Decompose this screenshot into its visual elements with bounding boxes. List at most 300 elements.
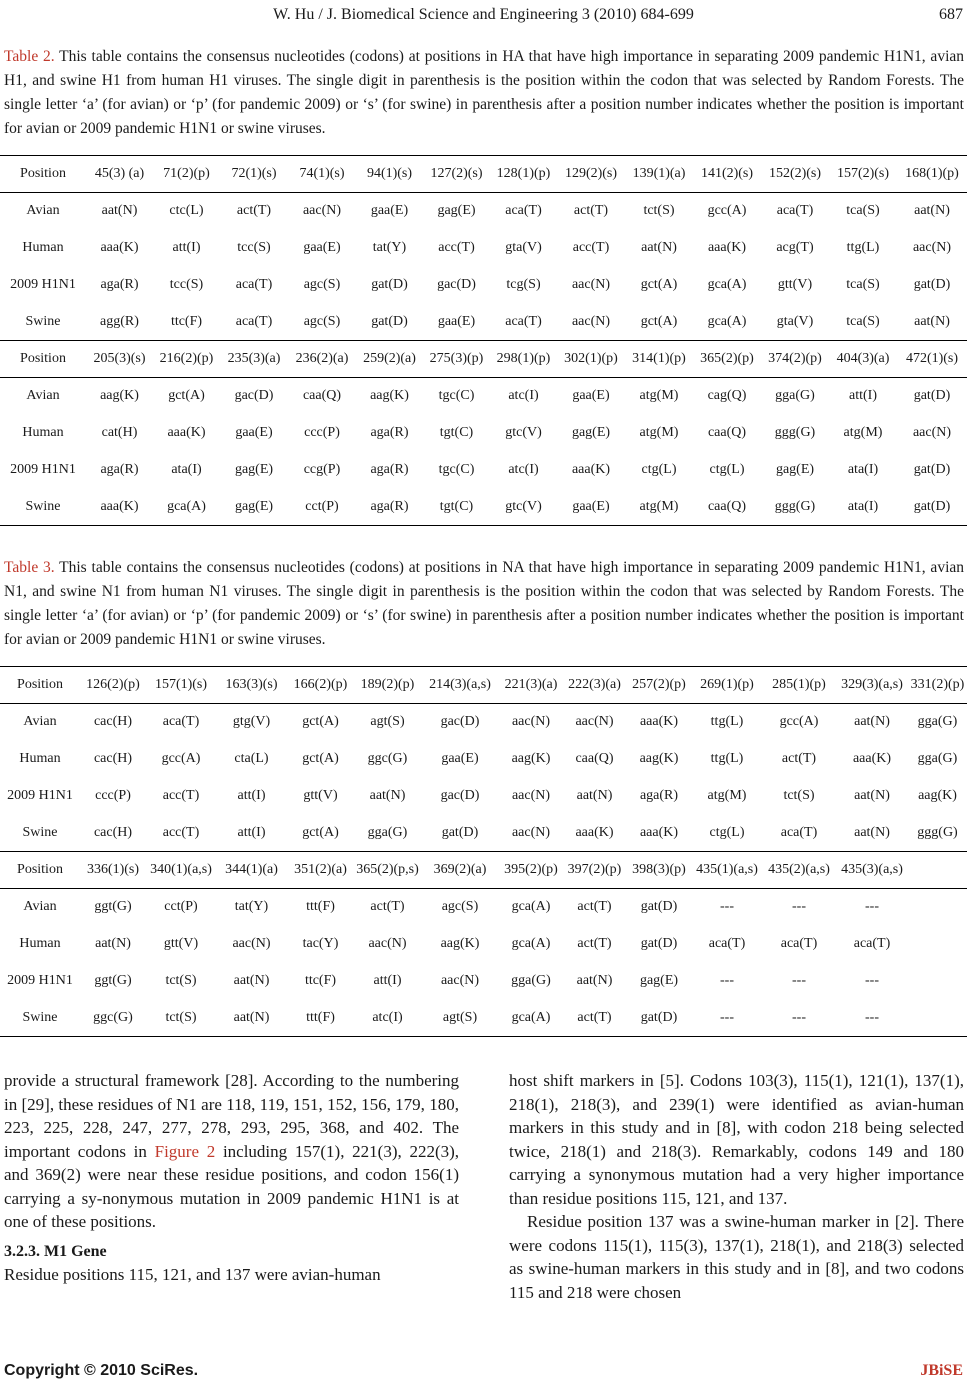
table-row: [0, 489, 967, 526]
table-header-row: [0, 667, 967, 704]
table-cell: 331(2)(p): [908, 667, 967, 704]
table-cell: aac(N): [912, 425, 952, 440]
table-cell: 221(3)(a): [499, 667, 563, 704]
table-cell: gta(V): [776, 313, 814, 329]
table-cell: gac(D): [234, 388, 274, 404]
table-cell: 351(2)(a): [287, 852, 354, 889]
table-cell: aat(N): [369, 788, 406, 803]
table-cell: aac(N): [232, 936, 271, 951]
table-cell: ---: [792, 899, 806, 915]
table-cell: aat(N): [854, 824, 890, 840]
table-row: [0, 926, 967, 963]
row-label-cell: 2009 H1N1: [10, 462, 76, 477]
table-cell: aat(N): [216, 1000, 287, 1037]
table-cell: act(T): [370, 899, 405, 915]
table-cell: gat(D): [640, 899, 678, 915]
table3: [0, 666, 967, 1037]
table-cell: caa(Q): [575, 751, 614, 766]
table-cell: aac(N): [302, 203, 342, 219]
table-cell: gat(D): [371, 277, 408, 292]
table-cell: aac(N): [511, 714, 551, 730]
table-cell: ---: [762, 1000, 836, 1037]
table-cell: act(T): [781, 751, 817, 766]
row-label-cell: Swine: [25, 313, 61, 329]
table-cell: gtc(V): [505, 425, 542, 440]
table-cell: 45(3) (a): [86, 156, 153, 193]
copyright-notice: Copyright © 2010 SciRes.: [4, 1362, 199, 1379]
table-cell: atg(M): [625, 489, 693, 526]
table-cell: ata(I): [847, 462, 879, 477]
table-cell: 157(2)(s): [829, 156, 897, 193]
table-cell: gca(A): [511, 936, 551, 951]
table-cell: 74(1)(s): [288, 156, 356, 193]
table-cell: agc(S): [441, 899, 479, 915]
row-label-cell: Avian: [23, 899, 57, 915]
table-cell: tct(S): [146, 1000, 216, 1037]
table-cell: gag(E): [437, 203, 476, 219]
table-cell: att(I): [849, 388, 877, 404]
table-row: [0, 415, 967, 452]
table2-caption-text: This table contains the consensus nucleotides (codons) at positions in HA that have high importance in separating 2009 pandemic H1N1, avian H1, and swine H1 from human H1 viruses. The single digit in parenthesis is the position within the codon that was selected by Random Forests. The single letter ‘a’ (for avian) or ‘p’ (for pandemic 2009) or ‘s’ (for swine) in parenthesis after a position number indicates whether the position is important for avian or 2009 pandemic H1N1 or swine viruses.: [4, 48, 964, 137]
table-cell: aag(K): [639, 751, 679, 766]
table3-label: Table 3.: [4, 559, 55, 576]
table-cell: ggt(G): [94, 899, 132, 915]
table-cell: ttt(F): [287, 1000, 354, 1037]
table-cell: gga(G): [367, 824, 408, 840]
table-cell: ctg(L): [709, 824, 745, 840]
table-cell: aga(R): [356, 489, 423, 526]
table-cell: acg(T): [776, 240, 814, 255]
row-label-cell: 2009 H1N1: [7, 788, 73, 803]
table-row: [0, 963, 967, 1000]
table-cell: gct(A): [640, 313, 678, 329]
right-column: [509, 1069, 964, 1304]
table-cell: 257(2)(p): [626, 667, 692, 704]
table-cell: ttc(F): [304, 973, 337, 988]
table-cell: 214(3)(a,s): [421, 667, 499, 704]
table-cell: atg(M): [639, 425, 679, 440]
body-text: including 157(1), 221(3), 222(3), and 369(2) were near these residue positions, and codon 156(1) carrying a sy-nonymous mutation in 2009 pandemic H1N1 is at one of these positions.: [4, 1141, 460, 1231]
table-cell: 94(1)(s): [356, 156, 423, 193]
row-label-cell: Human: [19, 936, 61, 951]
body-paragraph: [4, 1069, 459, 1234]
table-cell: aag(K): [440, 936, 480, 951]
table-cell: [908, 889, 967, 926]
table-cell: caa(Q): [302, 388, 342, 404]
table-cell: 398(3)(p): [626, 852, 692, 889]
table-cell: ggg(G): [761, 489, 829, 526]
table-cell: ---: [865, 973, 879, 988]
table-cell: gag(E): [234, 462, 274, 477]
table-cell: atg(M): [707, 788, 747, 803]
table-cell: aga(R): [370, 425, 409, 440]
table-cell: aat(N): [914, 313, 950, 329]
table-cell: gta(V): [505, 240, 542, 255]
table-cell: tat(Y): [372, 240, 407, 255]
table-cell: tgt(C): [423, 489, 490, 526]
table-cell: gtt(V): [777, 277, 813, 292]
table-cell: ata(I): [829, 489, 897, 526]
table-cell: tct(S): [783, 788, 815, 803]
table-cell: gaa(E): [557, 489, 625, 526]
row-label-cell: Position: [0, 156, 86, 193]
table-cell: tca(S): [846, 313, 880, 329]
table3-caption-text: This table contains the consensus nucleotides (codons) at positions in NA that have high importance in separating 2009 pandemic H1N1, avian N1, and swine N1 from human N1 viruses. The single digit in parenthesis is the position within the codon that was selected by Random Forests. The single letter ‘a’ (for avian) or ‘p’ (for pandemic 2009) or ‘s’ (for swine) in parenthesis after a position number indicates whether the position is important for avian or 2009 pandemic H1N1 or swine viruses.: [4, 559, 964, 648]
table-cell: 336(1)(s): [80, 852, 146, 889]
table-cell: gat(D): [897, 489, 967, 526]
table-cell: agg(R): [100, 313, 139, 329]
table-cell: aac(N): [511, 788, 551, 803]
table-cell: 269(1)(p): [692, 667, 762, 704]
table-cell: 141(2)(s): [693, 156, 761, 193]
table-cell: gaa(E): [235, 425, 273, 440]
body-paragraph: Residue positions 115, 121, and 137 were avian-human: [4, 1265, 381, 1284]
table-cell: agt(S): [370, 714, 405, 730]
table-cell: gtt(V): [163, 936, 199, 951]
table-cell: aaa(K): [639, 824, 679, 840]
table-cell: gca(A): [707, 277, 747, 292]
row-label-cell: Avian: [26, 388, 60, 404]
table-cell: aaa(K): [575, 824, 614, 840]
table-cell: gcc(A): [161, 751, 201, 766]
table-cell: tcg(S): [506, 277, 541, 292]
table-cell: aga(R): [100, 462, 139, 477]
table-cell: att(I): [237, 788, 266, 803]
table-cell: aga(R): [100, 277, 139, 292]
table-cell: aac(N): [511, 824, 551, 840]
table-cell: aat(N): [233, 973, 270, 988]
table-cell: aaa(K): [571, 462, 611, 477]
table-cell: cac(H): [93, 824, 133, 840]
table-cell: act(T): [236, 203, 272, 219]
table2: [0, 155, 967, 526]
body-paragraph: host shift markers in [5]. Codons 103(3), 115(1), 121(1), 137(1), 218(1), 218(3), and 239(1) were identified as avian-human markers in this study and in [8], with codon 218 being selected twice, 218(1) and 218(3). Remarkably, codons 149 and 180 carrying a synonymous mutation had a very higher importance than residue positions 115, 121, and 137.: [509, 1071, 964, 1208]
table-cell: gtt(V): [303, 788, 338, 803]
table-cell: gat(D): [441, 824, 479, 840]
table-row: [0, 378, 967, 415]
row-label-cell: 2009 H1N1: [7, 973, 73, 988]
table-header-row: [0, 341, 967, 378]
table-cell: aca(T): [853, 936, 891, 951]
table-cell: 365(2)(p,s): [354, 852, 421, 889]
table-cell: 71(2)(p): [153, 156, 220, 193]
table-cell: 285(1)(p): [762, 667, 836, 704]
table-cell: gtc(V): [490, 489, 557, 526]
table-cell: aat(N): [576, 973, 613, 988]
table-cell: att(I): [373, 973, 402, 988]
table-cell: aat(N): [95, 936, 131, 951]
table-cell: 435(2)(a,s): [762, 852, 836, 889]
table-cell: act(T): [563, 1000, 626, 1037]
table-cell: aat(N): [576, 788, 613, 803]
table-cell: gcc(A): [707, 203, 747, 219]
row-label-cell: Position: [0, 667, 80, 704]
table-cell: aaa(K): [167, 425, 206, 440]
table-cell: aga(R): [639, 788, 679, 803]
table-cell: aac(N): [571, 277, 611, 292]
row-label-cell: Swine: [0, 1000, 80, 1037]
table-row: [0, 815, 967, 852]
table-cell: att(I): [172, 240, 201, 255]
table-cell: gct(A): [168, 388, 205, 404]
table-cell: aga(R): [370, 462, 409, 477]
table-cell: aac(N): [571, 313, 611, 329]
table-cell: aag(K): [370, 388, 409, 404]
table-cell: gga(G): [917, 751, 958, 766]
table-cell: aag(K): [100, 388, 139, 404]
table-cell: gag(E): [639, 973, 679, 988]
page-footer: [4, 1362, 963, 1380]
table-cell: gca(A): [153, 489, 220, 526]
table-cell: 72(1)(s): [220, 156, 288, 193]
table-cell: tca(S): [846, 203, 880, 219]
table-cell: ccc(P): [304, 425, 340, 440]
table-cell: aag(K): [918, 788, 957, 803]
table-cell: ttt(F): [306, 899, 335, 915]
table-cell: ccg(P): [303, 462, 341, 477]
table-cell: 163(3)(s): [216, 667, 287, 704]
table-row: [0, 304, 967, 341]
table-cell: tgt(C): [439, 425, 474, 440]
table-cell: ---: [720, 973, 734, 988]
table-cell: cct(P): [288, 489, 356, 526]
table-cell: ggc(G): [367, 751, 408, 766]
table-cell: [908, 852, 967, 889]
table-cell: ---: [792, 973, 806, 988]
table-cell: aaa(K): [639, 714, 679, 730]
table-cell: aca(T): [780, 936, 818, 951]
running-header: [0, 6, 967, 24]
table2-label: Table 2.: [4, 48, 55, 65]
table-cell: 435(1)(a,s): [692, 852, 762, 889]
row-label-cell: Human: [22, 425, 64, 440]
table-cell: tat(Y): [234, 899, 269, 915]
table-cell: ---: [692, 1000, 762, 1037]
table-cell: 166(2)(p): [287, 667, 354, 704]
row-label-cell: Position: [0, 852, 80, 889]
table-cell: ctg(L): [709, 462, 745, 477]
table-cell: 189(2)(p): [354, 667, 421, 704]
table-cell: aaa(K): [86, 489, 153, 526]
table-cell: aca(T): [235, 313, 273, 329]
table-cell: atc(I): [508, 388, 539, 404]
table-cell: tct(S): [165, 973, 197, 988]
table-cell: gga(G): [511, 973, 551, 988]
table-cell: ---: [865, 899, 879, 915]
table-row: [0, 193, 967, 230]
table-cell: act(T): [573, 203, 609, 219]
table-cell: 259(2)(a): [356, 341, 423, 378]
table-cell: atc(I): [354, 1000, 421, 1037]
table-cell: gat(D): [626, 1000, 692, 1037]
table-cell: gca(A): [707, 313, 747, 329]
table-row: [0, 741, 967, 778]
table-cell: gga(G): [917, 714, 958, 730]
table-cell: agt(S): [421, 1000, 499, 1037]
table-cell: 395(2)(p): [499, 852, 563, 889]
table-cell: 435(3)(a,s): [836, 852, 908, 889]
table-cell: 216(2)(p): [153, 341, 220, 378]
table-cell: acc(T): [572, 240, 610, 255]
table-cell: ttg(L): [710, 751, 744, 766]
table-cell: tct(S): [643, 203, 675, 219]
table-cell: cac(H): [93, 714, 133, 730]
row-label-cell: Avian: [23, 714, 57, 730]
row-label-cell: Human: [19, 751, 61, 766]
table-cell: aca(T): [505, 203, 542, 219]
table-cell: aat(N): [854, 788, 890, 803]
table-cell: 275(3)(p): [423, 341, 490, 378]
table-cell: gat(D): [913, 388, 951, 404]
table-cell: acc(T): [162, 824, 200, 840]
table-cell: 365(2)(p): [693, 341, 761, 378]
table-cell: ccc(P): [95, 788, 131, 803]
table-row: [0, 1000, 967, 1037]
table-cell: 314(1)(p): [625, 341, 693, 378]
table-cell: 404(3)(a): [829, 341, 897, 378]
table-cell: ttg(L): [710, 714, 744, 730]
table-cell: 235(3)(a): [220, 341, 288, 378]
table-cell: ggg(G): [917, 824, 958, 840]
row-label-cell: Swine: [0, 489, 86, 526]
table-cell: 139(1)(a): [625, 156, 693, 193]
table-cell: gct(A): [302, 824, 339, 840]
table-cell: 205(3)(s): [86, 341, 153, 378]
table-cell: aac(N): [912, 240, 952, 255]
table-cell: tgc(C): [438, 388, 475, 404]
table3-caption: [4, 556, 964, 652]
table-cell: gaa(E): [370, 203, 409, 219]
table-cell: act(T): [577, 899, 612, 915]
table-row: [0, 267, 967, 304]
table-cell: ttc(F): [170, 313, 203, 329]
table-cell: gat(D): [913, 277, 951, 292]
page-number: 687: [939, 6, 963, 23]
table-cell: tcc(S): [237, 240, 271, 255]
table-cell: gct(A): [640, 277, 678, 292]
table-cell: gaa(E): [303, 240, 341, 255]
table-cell: aac(N): [368, 936, 407, 951]
table-cell: atc(I): [508, 462, 539, 477]
table-cell: ---: [720, 899, 734, 915]
table-cell: gag(E): [571, 425, 611, 440]
table-cell: 374(2)(p): [761, 341, 829, 378]
table-cell: aaa(K): [852, 751, 892, 766]
table-cell: aca(T): [505, 313, 542, 329]
table-cell: aca(T): [162, 714, 200, 730]
table-cell: aca(T): [708, 936, 746, 951]
table-cell: 152(2)(s): [761, 156, 829, 193]
table-cell: aat(N): [914, 203, 950, 219]
row-label-cell: Human: [22, 240, 64, 255]
table-cell: 126(2)(p): [80, 667, 146, 704]
table-cell: aat(N): [854, 714, 890, 730]
table-cell: aca(T): [235, 277, 273, 292]
table-cell: 128(1)(p): [490, 156, 557, 193]
table-row: [0, 452, 967, 489]
table2-caption: [4, 45, 964, 141]
table-cell: gag(E): [775, 462, 815, 477]
table-cell: 344(1)(a): [216, 852, 287, 889]
table-cell: agc(S): [303, 313, 341, 329]
table-cell: gat(D): [371, 313, 408, 329]
table-cell: gca(A): [511, 899, 551, 915]
table-cell: agc(S): [303, 277, 341, 292]
table-row: [0, 704, 967, 741]
table-cell: gac(D): [440, 788, 480, 803]
row-label-cell: Position: [0, 341, 86, 378]
table-cell: [908, 963, 967, 1000]
table-cell: 329(3)(a,s): [836, 667, 908, 704]
table-cell: att(I): [237, 824, 266, 840]
table-cell: aaa(K): [100, 240, 139, 255]
table-cell: ctc(L): [169, 203, 204, 219]
table-cell: 397(2)(p): [563, 852, 626, 889]
table-cell: tcc(S): [169, 277, 204, 292]
running-title: W. Hu / J. Biomedical Science and Engineering 3 (2010) 684-699: [273, 6, 694, 23]
table-cell: 222(3)(a): [563, 667, 626, 704]
table-cell: cct(P): [164, 899, 198, 915]
table-cell: [908, 1000, 967, 1037]
table-cell: gat(D): [640, 936, 678, 951]
table-cell: 302(1)(p): [557, 341, 625, 378]
table-cell: ggt(G): [94, 973, 132, 988]
table-cell: gat(D): [913, 462, 951, 477]
table-cell: 472(1)(s): [897, 341, 967, 378]
table-header-row: [0, 852, 967, 889]
table-cell: aat(N): [641, 240, 677, 255]
figure-2-link[interactable]: Figure 2: [154, 1141, 216, 1161]
table-cell: gaa(E): [572, 388, 610, 404]
table-cell: ---: [836, 1000, 908, 1037]
table-cell: tac(Y): [302, 936, 339, 951]
table-cell: gaa(E): [437, 313, 476, 329]
row-label-cell: Avian: [26, 203, 60, 219]
table-cell: gct(A): [302, 714, 339, 730]
table-cell: 369(2)(a): [421, 852, 499, 889]
table-cell: aag(K): [511, 751, 551, 766]
table-cell: atg(M): [639, 388, 679, 404]
table-cell: gca(A): [499, 1000, 563, 1037]
table-cell: cag(Q): [707, 388, 747, 404]
table-cell: 129(2)(s): [557, 156, 625, 193]
table-cell: aac(N): [440, 973, 480, 988]
table-cell: gga(G): [775, 388, 815, 404]
table-cell: aca(T): [780, 824, 818, 840]
table-cell: gaa(E): [441, 751, 479, 766]
body-paragraph: Residue position 137 was a swine-human marker in [2]. There were codons 115(1), 115(3), 137(1), 218(1), and 218(3) selected as swine-human markers in this study and in [8], and two codons 115 and 218 were chosen: [509, 1212, 964, 1302]
table-cell: aaa(K): [707, 240, 747, 255]
table-cell: ggg(G): [774, 425, 816, 440]
table-cell: caa(Q): [693, 489, 761, 526]
table-cell: cta(L): [234, 751, 269, 766]
table-cell: ttg(L): [846, 240, 880, 255]
table-cell: gag(E): [220, 489, 288, 526]
table-cell: 340(1)(a,s): [146, 852, 216, 889]
table-cell: aac(N): [575, 714, 614, 730]
table-cell: 236(2)(a): [288, 341, 356, 378]
body-text: provide a structural framework [28]. According to the numbering in [29], these residues of N1 are 118, 119, 151, 152, 156, 179, 180, 223, 225, 228, 247, 277, 278, 293, 295, 368, and 402. The important codons in: [4, 1071, 459, 1161]
table-cell: aca(T): [776, 203, 814, 219]
table-cell: ggc(G): [80, 1000, 146, 1037]
table-cell: tca(S): [846, 277, 880, 292]
table-cell: acc(T): [162, 788, 200, 803]
journal-logo-text: JBiSE: [920, 1362, 963, 1379]
table-cell: atg(M): [843, 425, 883, 440]
table-header-row: [0, 156, 967, 193]
left-column: [4, 1069, 459, 1287]
table-cell: gac(D): [440, 714, 480, 730]
